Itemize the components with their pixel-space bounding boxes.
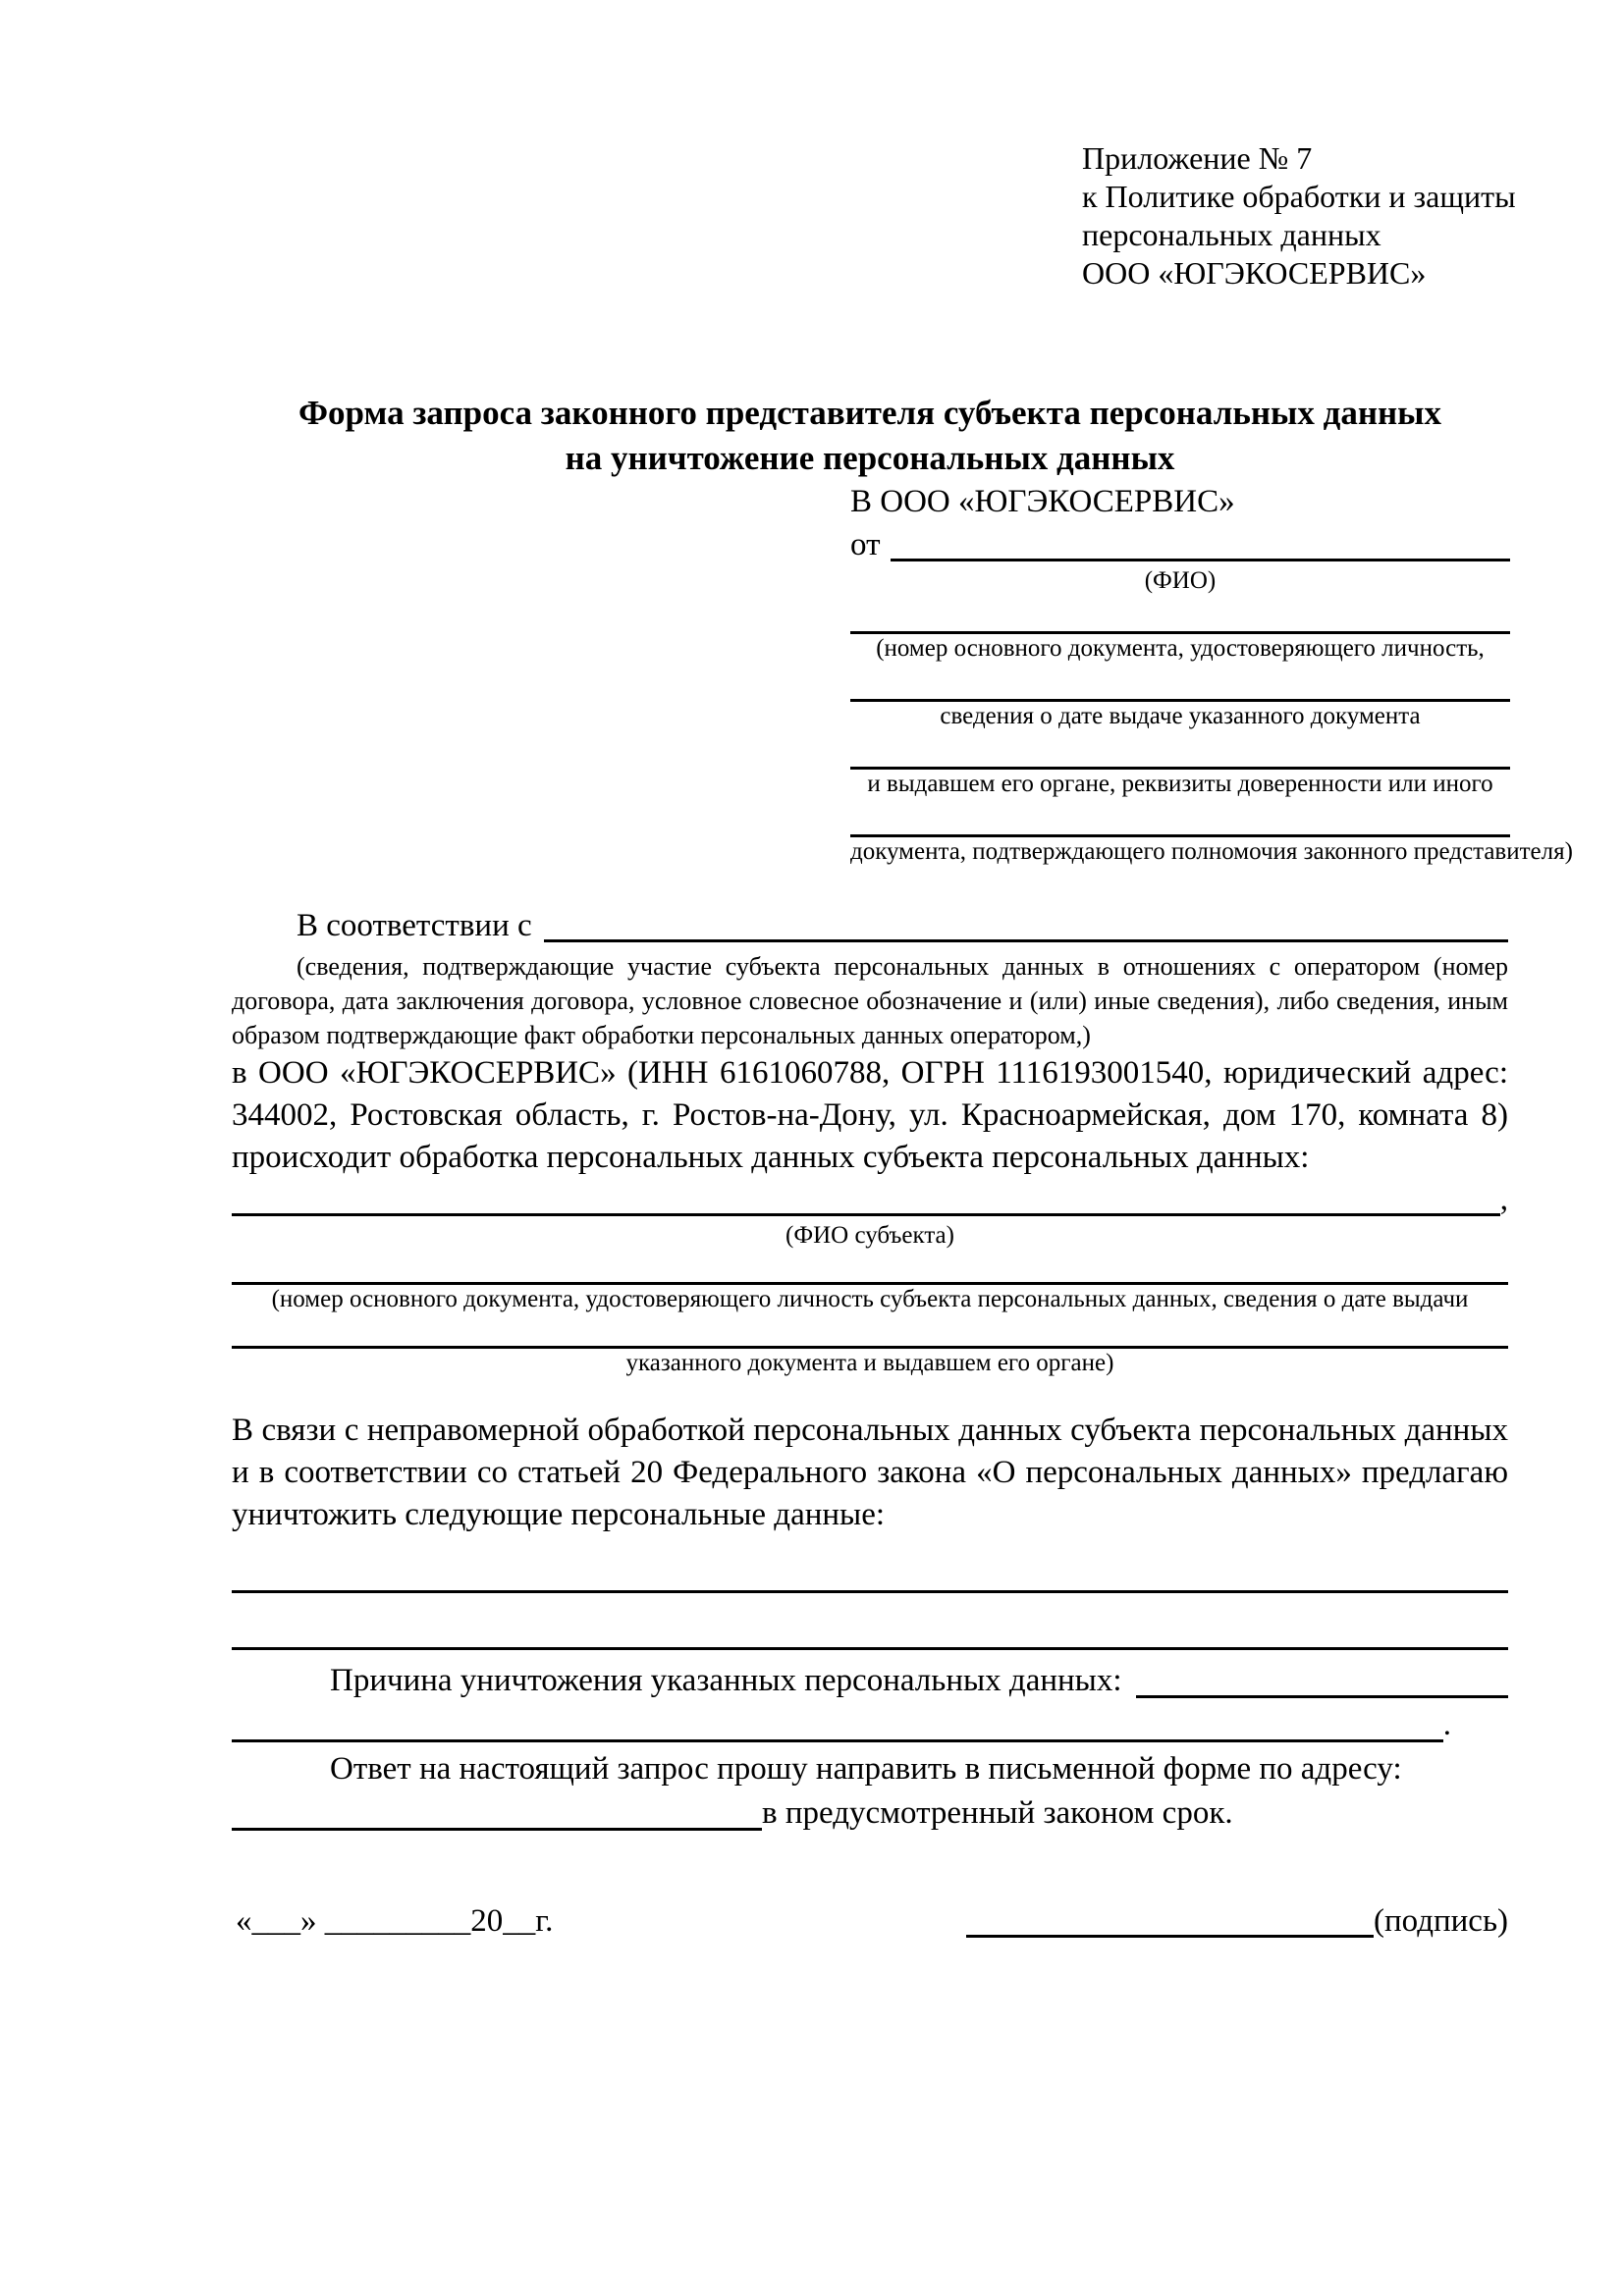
caption-doc-issuer: и выдавшем его органе, реквизиты доверенности или иного [867, 771, 1493, 797]
appendix-header [1082, 139, 1516, 293]
operator-paragraph: в ООО «ЮГЭКОСЕРВИС» (ИНН 6161060788, ОГРН 1116193001540, юридический адрес: 344002, Ростовская область, г. Ростов-на-Дону, ул. Красноармейская, дом 170, комната 8) происходит обработка персональных данных субъекта персональных данных: [232, 1055, 1508, 1175]
reason-continuation-row [232, 1703, 1508, 1747]
blank-signature[interactable] [966, 1935, 1374, 1938]
document-title [232, 391, 1508, 481]
reason-row [232, 1658, 1508, 1703]
caption-subject-doc-2: указанного документа и выдавшем его органе) [625, 1350, 1114, 1376]
caption-subject-fio: (ФИО субъекта) [785, 1222, 954, 1249]
representative-info-block [850, 524, 1573, 867]
appendix-line-1: Приложение № 7 [1082, 140, 1313, 176]
appendix-line-3: персональных данных [1082, 217, 1381, 252]
blank-reply-address[interactable] [232, 1791, 762, 1831]
reply-address-row [232, 1791, 1508, 1836]
signature-caption: (подпись) [1374, 1903, 1508, 1939]
accordance-note: (сведения, подтверждающие участие субъекта персональных данных в отношениях с оператором (номер договора, дата заключения договора, условное словесное обозначение и (или) иные сведения), либо сведения, иным образом подтверждающие факт обработки персональных данных оператором,) [232, 952, 1508, 1049]
appendix-line-4: ООО «ЮГЭКОСЕРВИС» [1082, 255, 1427, 291]
title-line-2: на уничтожение персональных данных [565, 439, 1175, 477]
addressee-organization: В ООО «ЮГЭКОСЕРВИС» [850, 484, 1235, 519]
blank-subject-fio[interactable] [232, 1179, 1500, 1216]
reply-paragraph: Ответ на настоящий запрос прошу направить в письменной форме по адресу: [330, 1751, 1402, 1787]
reason-label: Причина уничтожения указанных персональных данных: [330, 1663, 1122, 1698]
reply-tail-text: в предусмотренный законом срок. [762, 1795, 1233, 1831]
footer-row [232, 1900, 1508, 1943]
request-paragraph: В связи с неправомерной обработкой персональных данных субъекта персональных данных и в соответствии со статьей 20 Федерального закона «О персональных данных» предлагаю уничтожить следующие персональные данные: [232, 1413, 1508, 1532]
caption-fio: (ФИО) [1144, 567, 1217, 594]
from-row [850, 524, 1510, 566]
blank-representative-fio[interactable] [891, 524, 1511, 561]
blank-personal-data-line-1[interactable] [232, 1590, 1508, 1593]
subject-fio-row [232, 1179, 1508, 1221]
subject-fio-suffix: , [1499, 1182, 1508, 1217]
blank-reason-line-2[interactable] [232, 1703, 1443, 1742]
date-blank[interactable]: «___» _________20__г. [236, 1903, 554, 1939]
caption-doc-number: (номер основного документа, удостоверяющего личность, [876, 635, 1485, 662]
blank-reason[interactable] [1136, 1658, 1508, 1698]
accordance-row [232, 904, 1508, 947]
reason-period: . [1442, 1707, 1451, 1742]
accordance-label: В соответствии с [297, 908, 532, 943]
blank-personal-data-line-2[interactable] [232, 1647, 1508, 1650]
appendix-line-2: к Политике обработки и защиты [1082, 179, 1516, 214]
from-label: от [850, 527, 881, 562]
document-content [232, 0, 1573, 1943]
blank-basis[interactable] [544, 904, 1508, 942]
title-line-1: Форма запроса законного представителя субъекта персональных данных [298, 394, 1441, 432]
caption-doc-authority: документа, подтверждающего полномочия законного представителя) [850, 838, 1573, 865]
caption-doc-issue-date: сведения о дате выдаче указанного документа [940, 703, 1421, 729]
caption-subject-doc-1: (номер основного документа, удостоверяющего личность субъекта персональных данных, сведения о дате выдачи [271, 1286, 1469, 1312]
